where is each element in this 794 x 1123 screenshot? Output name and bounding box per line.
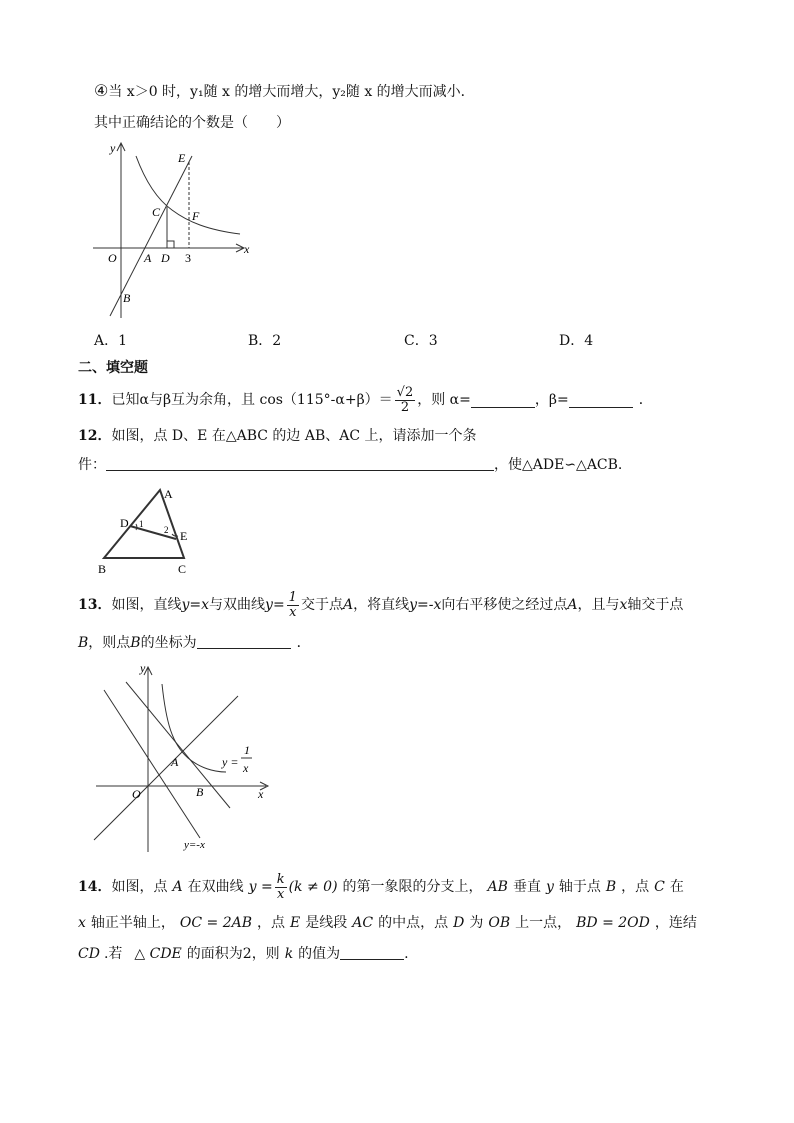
label-f: F	[192, 209, 200, 223]
q11-frac-num: √2	[396, 384, 414, 400]
label-x: x	[258, 787, 264, 801]
q13-figure	[88, 662, 278, 856]
label-d: D	[161, 251, 170, 265]
q11-blank-alpha[interactable]	[471, 393, 535, 408]
q14-t2i: D	[453, 915, 465, 931]
option-b[interactable]: B．2	[248, 333, 282, 349]
q13-t1i: 向右平移使之经过点	[441, 597, 568, 613]
q13-t1h: y=-x	[409, 597, 442, 613]
q13-t2c: B	[130, 635, 141, 651]
q12-line2	[78, 456, 622, 474]
label-a: A	[144, 251, 152, 265]
q14-t1j: 轴于点	[558, 879, 601, 895]
q14-t3d: 的面积为	[186, 946, 243, 962]
label-b: B	[123, 291, 131, 305]
q10-item-4	[94, 82, 475, 101]
line-ab	[126, 682, 230, 808]
q14-t1b: A	[172, 879, 183, 895]
q14-t3a: CD	[78, 946, 100, 962]
label-o: O	[108, 251, 117, 265]
q14-t2n: ，连结	[654, 915, 697, 931]
q13-t2e: ．	[296, 635, 311, 651]
q13-blank[interactable]	[197, 634, 291, 649]
label-x: x	[244, 242, 250, 256]
q10-item-4-text: 当 x＞0 时，y₁随 x 的增大而增大，y₂随 x 的增大而减小．	[108, 84, 475, 100]
q11	[78, 385, 653, 415]
q10-prompt: 其中正确结论的个数是（ ）	[94, 115, 290, 131]
label-a: A	[171, 755, 179, 769]
label-d: D	[120, 516, 129, 530]
label-y: y	[140, 662, 146, 675]
label-y: y	[110, 141, 116, 155]
q12-number: 12．	[78, 428, 112, 444]
q14-frac-num: k	[276, 871, 285, 887]
q13-line1	[78, 588, 683, 622]
q14-t1n: 在	[669, 879, 684, 895]
q13-t1b: y=x	[181, 597, 210, 613]
q14-t3g: k	[284, 946, 294, 962]
q14-t3e: 2	[242, 946, 252, 962]
q14-number: 14．	[78, 879, 112, 895]
q13-t1g: ，将直线	[353, 597, 410, 613]
q14-t1f: 的第一象限的分支上，	[342, 879, 483, 895]
q12-blank[interactable]	[106, 456, 494, 471]
q14-t2a: x	[78, 915, 86, 931]
q13-number: 13．	[78, 597, 112, 613]
q13-t1l: x	[619, 597, 628, 613]
q14-t1g: AB	[487, 879, 508, 895]
q14-fraction	[275, 873, 287, 902]
label-3: 3	[185, 251, 191, 265]
q13-frac-num: 1	[288, 589, 297, 605]
q14-t3f: ，则	[251, 946, 280, 962]
label-e: E	[180, 529, 188, 543]
q13-t2d: 的坐标为	[140, 635, 197, 651]
q11-number: 11．	[78, 392, 112, 408]
label-b: B	[98, 562, 107, 576]
label-curve-den: x	[243, 761, 249, 775]
q14-t1i: y	[545, 879, 554, 895]
q13-t2a: B	[78, 635, 89, 651]
q13-t1j: A	[567, 597, 578, 613]
q14-t3c: △ CDE	[134, 946, 182, 962]
q12-text-2b: ，使△ADE∽△ACB.	[494, 457, 623, 473]
label-curve-y: y =	[222, 755, 239, 769]
q11-text-b: ，则 α=	[417, 392, 471, 408]
q14-line1	[78, 871, 684, 903]
label-e: E	[178, 151, 186, 165]
q11-frac-den: 2	[400, 399, 410, 415]
hyperbola-curve	[136, 156, 240, 234]
q14-t2f: 是线段	[305, 915, 348, 931]
q14-t1d: y =	[248, 879, 273, 895]
q11-fraction	[395, 386, 416, 415]
q14-t2c: OC = 2AB	[179, 915, 253, 931]
q13-t1e: 交于点	[300, 597, 343, 613]
q14-t1e: (k ≠ 0)	[288, 879, 338, 895]
q10-figure	[88, 138, 258, 320]
q13-fraction	[287, 591, 299, 620]
q14-line2	[78, 914, 697, 932]
label-line: y=-x	[184, 839, 205, 851]
q14-t2k: OB	[488, 915, 511, 931]
circled-number-4: ④	[94, 81, 109, 100]
q13-t1k: ，且与	[577, 597, 620, 613]
q14-t2g: AC	[352, 915, 374, 931]
q14-t1h: 垂直	[512, 879, 541, 895]
q14-t1a: 如图，点	[111, 879, 168, 895]
section-title: 二、填空题	[78, 360, 148, 376]
q14-frac-den: x	[276, 886, 285, 902]
q13-line2	[78, 634, 311, 652]
label-angle-1: 1	[139, 519, 144, 529]
q11-blank-beta[interactable]	[569, 393, 633, 408]
q14-t1c: 在双曲线	[187, 879, 244, 895]
q14-t2d: ，点	[257, 915, 286, 931]
q14-t3h: 的值为	[298, 946, 341, 962]
q14-t2h: 的中点，点	[378, 915, 449, 931]
q14-t2m: BD = 2OD	[576, 915, 650, 931]
option-d[interactable]: D．4	[559, 333, 594, 349]
label-curve-num: 1	[244, 743, 250, 757]
q13-t1m: 轴交于点	[627, 597, 684, 613]
option-a[interactable]: A．1	[94, 333, 128, 349]
q14-t1m: C	[654, 879, 665, 895]
q14-t1l: ，点	[621, 879, 650, 895]
q14-t3b: .若	[103, 946, 123, 962]
q14-line3	[78, 945, 409, 963]
q14-blank[interactable]	[340, 945, 404, 960]
q13-t1d: y=	[265, 597, 285, 613]
q13-t1f: A	[342, 597, 354, 613]
q11-text-c: ，β=	[534, 392, 569, 408]
q13-t1a: 如图，直线	[111, 597, 182, 613]
label-a: A	[164, 487, 173, 501]
q14-t1k: B	[605, 879, 617, 895]
q11-text-a: 已知α与β互为余角，且 cos（115°-α+β）＝	[111, 392, 393, 408]
q14-t2j: 为	[469, 915, 484, 931]
q14-t2e: E	[290, 915, 301, 931]
q13-frac-den: x	[289, 604, 297, 620]
option-c[interactable]: C．3	[404, 333, 438, 349]
q12-line1	[78, 427, 477, 445]
q14-t3i: .	[404, 946, 409, 962]
q13-t2b: ，则点	[88, 635, 131, 651]
q11-text-d: ．	[638, 392, 653, 408]
q13-t1c: 与双曲线	[209, 597, 266, 613]
q12-figure	[92, 484, 202, 576]
right-angle-mark	[167, 241, 174, 248]
q12-text-2a: 件：	[78, 457, 106, 473]
q14-t2l: 上一点，	[515, 915, 572, 931]
label-c: C	[152, 205, 161, 219]
label-angle-2: 2	[164, 525, 169, 535]
label-o: O	[132, 787, 141, 801]
line-y-eq-x	[94, 696, 238, 840]
q14-t2b: 轴正半轴上，	[90, 915, 175, 931]
q12-text-1: 如图，点 D、E 在△ABC 的边 AB、AC 上，请添加一个条	[111, 428, 477, 444]
label-c: C	[178, 562, 187, 576]
label-b: B	[196, 785, 204, 799]
